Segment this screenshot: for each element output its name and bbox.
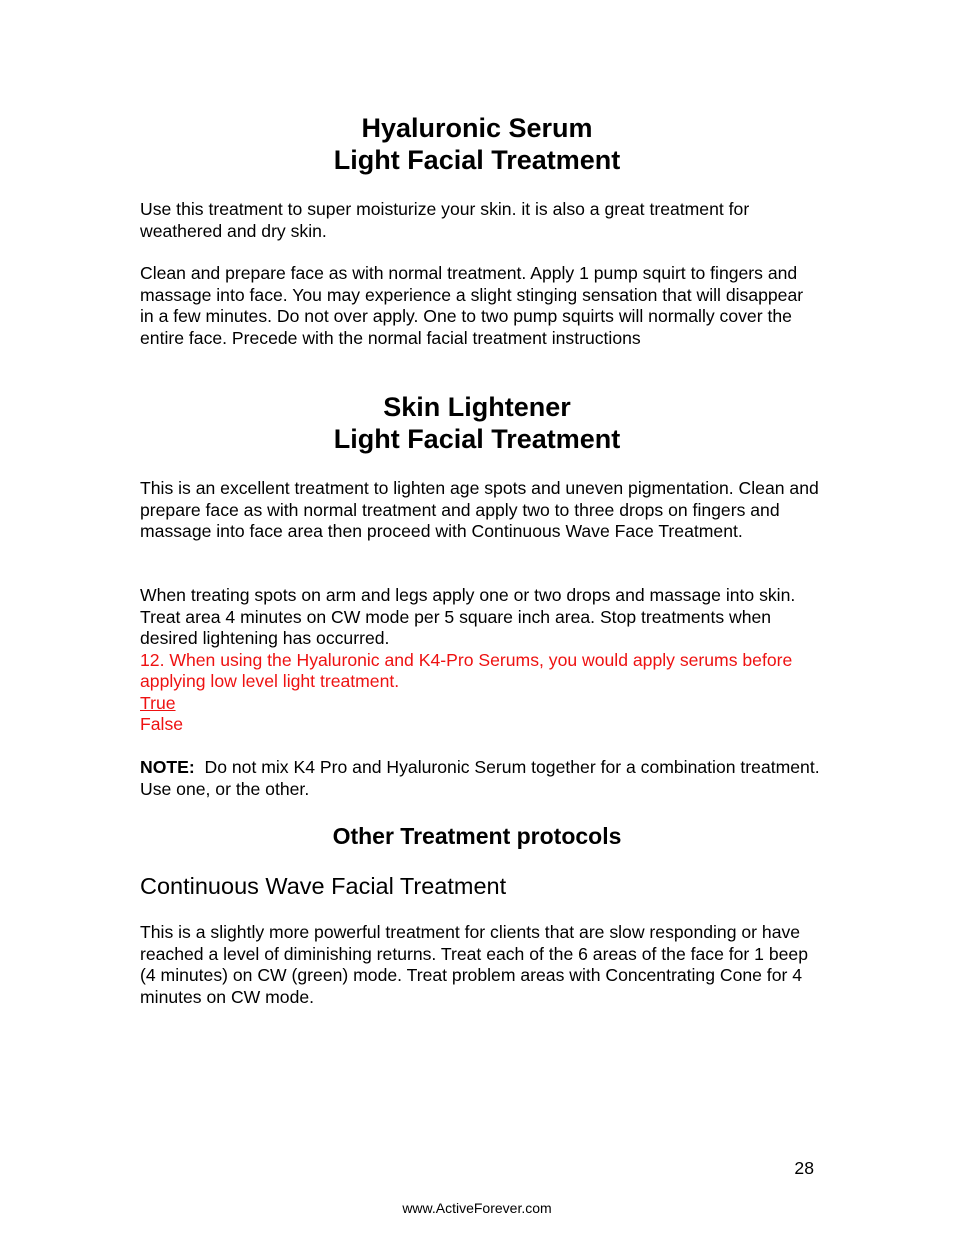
hyaluronic-serum-title: [0, 112, 954, 176]
skin-lightener-intro-paragraph: This is an excellent treatment to lighten age spots and uneven pigmentation. Clean and prepare face as with normal treatment and apply two to three drops on fingers and massage into face area then proceed with Continuous Wave Face Treatment.: [140, 478, 819, 541]
hyaluronic-intro-paragraph: Use this treatment to super moisturize your skin. it is also a great treatment for weathered and dry skin.: [140, 199, 750, 241]
footer-url: www.ActiveForever.com: [402, 1200, 552, 1216]
note-paragraph: [140, 757, 820, 800]
note-label: NOTE:: [140, 757, 195, 777]
note-text: Do not mix K4 Pro and Hyaluronic Serum together for a combination treatment. Use one, or the other.: [140, 757, 820, 799]
skin-lightener-title: [0, 391, 954, 455]
title-line-1: Skin Lightener: [383, 392, 571, 422]
skin-lightener-spots-paragraph: When treating spots on arm and legs apply one or two drops and massage into skin. Treat area 4 minutes on CW mode per 5 square inch area. Stop treatments when desired lightening has occurred. 12. When using the Hyaluronic and K4-Pro Serums, you would apply serums before applying low level light treatment. True False: [140, 585, 820, 736]
hyaluronic-instructions-paragraph: Clean and prepare face as with normal treatment. Apply 1 pump squirt to fingers and massage into face. You may experience a slight stinging sensation that will disappear in a few minutes. Do not over apply. One to two pump squirts will normally cover the entire face. Precede with the normal facial treatment instructions: [140, 263, 804, 348]
title-line-2: Light Facial Treatment: [333, 424, 621, 454]
continuous-wave-paragraph: This is a slightly more powerful treatment for clients that are slow responding or have reached a level of diminishing returns. Treat each of the 6 areas of the face for 1 beep (4 minutes) on CW (green) mode. Treat problem areas with Concentrating Cone for 4 minutes on CW mode.: [140, 922, 808, 1007]
other-protocols-heading: Other Treatment protocols: [332, 823, 622, 849]
continuous-wave-heading: Continuous Wave Facial Treatment: [140, 873, 507, 899]
title-line-1: Hyaluronic Serum: [361, 113, 593, 143]
page-number: 28: [794, 1158, 814, 1178]
title-line-2: Light Facial Treatment: [333, 145, 621, 175]
quiz-question: 12. When using the Hyaluronic and K4-Pro Serums, you would apply serums before applying low level light treatment.: [140, 649, 793, 691]
answer-false[interactable]: False: [140, 714, 184, 734]
answer-true[interactable]: True: [140, 692, 176, 713]
